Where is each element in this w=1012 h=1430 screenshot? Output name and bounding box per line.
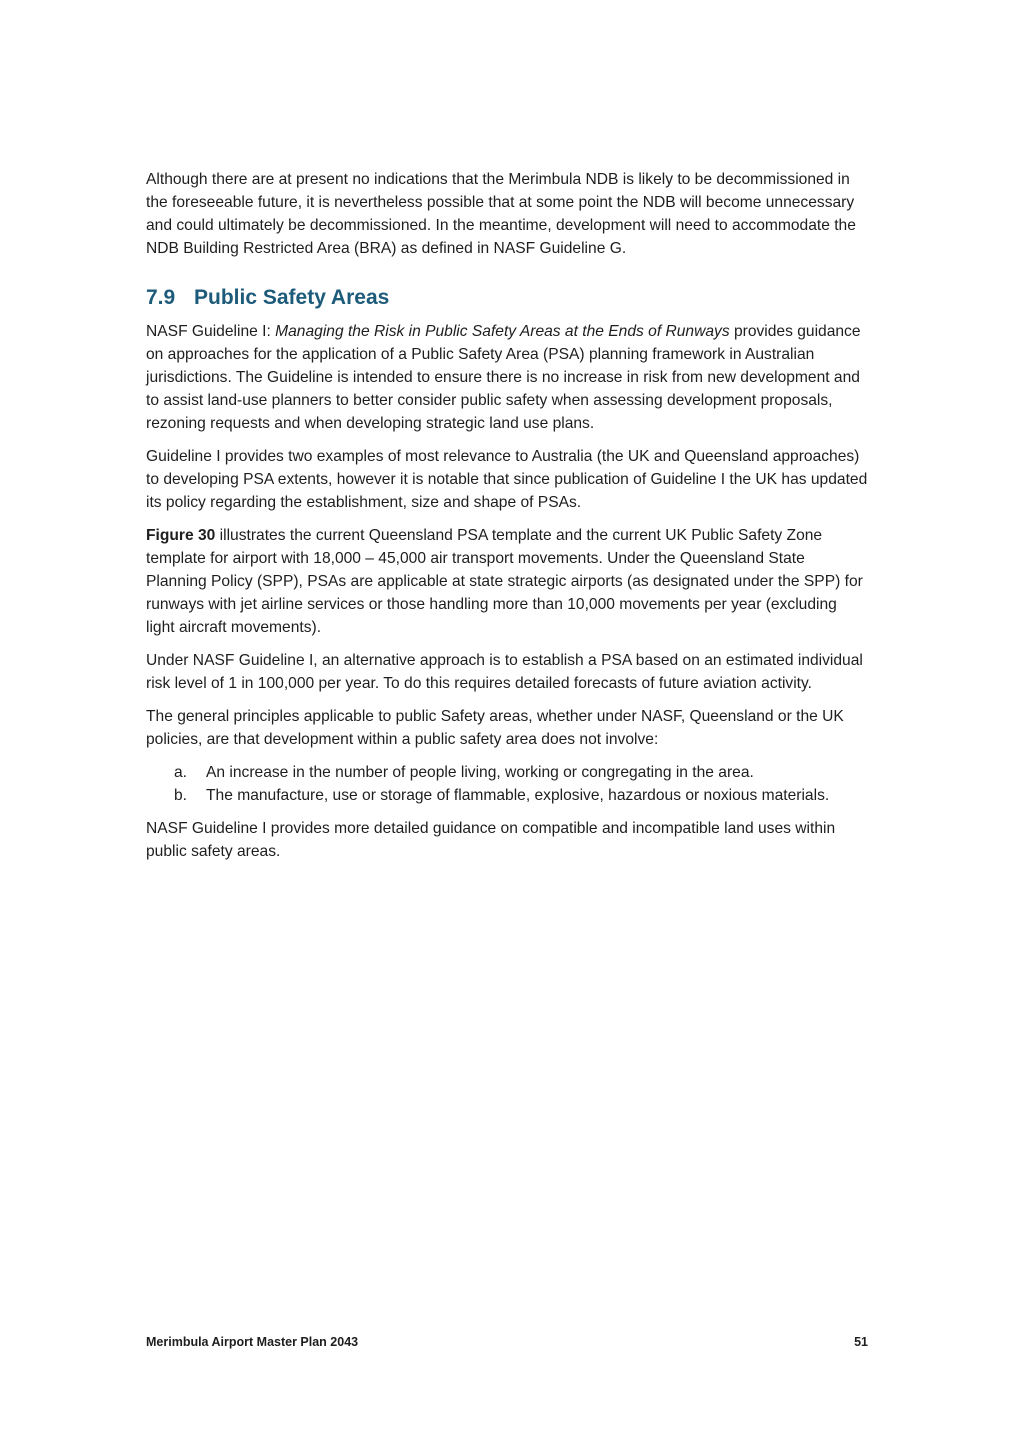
principles-list: [146, 761, 868, 807]
section-paragraph-5: The general principles applicable to public Safety areas, whether under NASF, Queensland or the UK policies, are that development within a public safety area does not involve:: [146, 708, 844, 748]
list-marker: b.: [174, 787, 188, 804]
intro-paragraph: Although there are at present no indications that the Merimbula NDB is likely to be decommissioned in the foreseeable future, it is nevertheless possible that at some point the NDB will become unnecessary and could ultimately be decommissioned. In the meantime, development will need to accommodate the NDB Building Restricted Area (BRA) as defined in NASF Guideline G.: [146, 171, 856, 257]
section-paragraph-6: NASF Guideline I provides more detailed guidance on compatible and incompatible land uses within public safety areas.: [146, 820, 836, 860]
figure-reference: Figure 30: [146, 527, 216, 544]
list-item: [146, 784, 868, 807]
page-footer: [146, 1335, 868, 1349]
list-item-text: The manufacture, use or storage of flammable, explosive, hazardous or noxious materials.: [206, 787, 830, 804]
section-paragraph-2: Guideline I provides two examples of most relevance to Australia (the UK and Queensland approaches) to developing PSA extents, however it is notable that since publication of Guideline I the UK has updated its policy regarding the establishment, size and shape of PSAs.: [146, 448, 868, 511]
page-body: [146, 168, 868, 873]
list-item-text: An increase in the number of people living, working or congregating in the area.: [206, 764, 754, 781]
section-number: 7.9: [146, 286, 176, 309]
footer-title: Merimbula Airport Master Plan 2043: [146, 1335, 359, 1349]
section-heading: [146, 284, 868, 312]
guideline-description: provides guidance on approaches for the application of a Public Safety Area (PSA) planning framework in Australian jurisdictions. The Guideline is intended to ensure there is no increase in risk from new development and to assist land-use planners to better consider public safety when assessing development proposals, rezoning requests and when developing strategic land use plans.: [146, 323, 861, 432]
section-paragraph-3: [146, 524, 868, 639]
guideline-lead: NASF Guideline I:: [146, 323, 276, 340]
list-marker: a.: [174, 764, 188, 781]
section-title: Public Safety Areas: [194, 286, 390, 309]
section-paragraph-1: [146, 320, 868, 435]
figure-description: illustrates the current Queensland PSA template and the current UK Public Safety Zone template for airport with 18,000 – 45,000 air transport movements. Under the Queensland State Planning Policy (SPP), PSAs are applicable at state strategic airports (as designated under the SPP) for runways with jet airline services or those handling more than 10,000 movements per year (excluding light aircraft movements).: [146, 527, 863, 636]
list-item: [146, 761, 868, 784]
section-paragraph-4: Under NASF Guideline I, an alternative approach is to establish a PSA based on an estimated individual risk level of 1 in 100,000 per year. To do this requires detailed forecasts of future aviation activity.: [146, 652, 863, 692]
page-number: 51: [854, 1335, 868, 1349]
guideline-title: Managing the Risk in Public Safety Areas at the Ends of Runways: [275, 323, 730, 340]
